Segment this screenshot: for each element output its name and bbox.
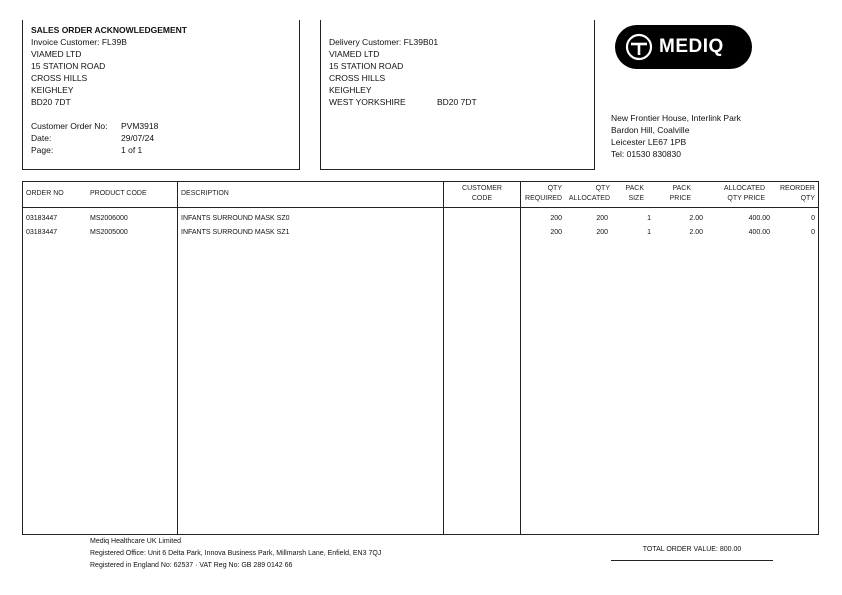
company-phone: Tel: 01530 830830: [611, 149, 681, 159]
invoice-address-line: KEIGHLEY: [31, 85, 74, 95]
delivery-postcode: BD20 7DT: [437, 97, 477, 107]
page-row: [31, 144, 187, 156]
footer: [90, 536, 381, 572]
cell-pack-price: 2.00: [689, 215, 703, 222]
company-address-line: Bardon Hill, Coalville: [611, 125, 690, 135]
invoice-address-line: CROSS HILLS: [31, 73, 88, 83]
cell-order-no: 03183447: [26, 229, 58, 236]
header-qty-allocated-line1: QTY: [595, 185, 610, 192]
mediq-mark-icon: [625, 33, 653, 61]
delivery-county: WEST YORKSHIRE: [329, 97, 406, 107]
cell-product-code: MS2005000: [90, 229, 128, 236]
cell-qty-required: 200: [550, 215, 562, 222]
table-header-divider: [22, 207, 819, 208]
cell-qty-allocated: 200: [596, 215, 608, 222]
invoice-address-line: VIAMED LTD: [31, 49, 82, 59]
column-divider: [177, 181, 178, 535]
header-product-code: PRODUCT CODE: [90, 190, 147, 197]
header-customer-code-line1: CUSTOMER: [462, 185, 502, 192]
cell-description: INFANTS SURROUND MASK SZ0: [181, 215, 290, 222]
footer-company: Mediq Healthcare UK Limited: [90, 538, 182, 545]
header-pack-size: [610, 184, 644, 204]
customer-order-value: PVM3918: [121, 121, 159, 131]
header-order-no: ORDER NO: [26, 190, 64, 197]
company-address: [611, 112, 741, 160]
company-address-line: New Frontier House, Interlink Park: [611, 113, 741, 123]
header-customer-code-line2: CODE: [471, 195, 493, 202]
date-value: 29/07/24: [121, 133, 155, 143]
header-qty-required: [520, 184, 562, 204]
invoice-block: [31, 24, 187, 156]
cell-allocated-price: 400.00: [748, 229, 770, 236]
delivery-county-row: [329, 96, 477, 108]
header-qty-required-line2: REQUIRED: [525, 195, 562, 202]
cell-reorder-qty: 0: [811, 215, 815, 222]
footer-registration: Registered in England No: 62537 · VAT Reg No: GB 289 0142 66: [90, 562, 293, 569]
delivery-address-line: VIAMED LTD: [329, 49, 380, 59]
header-allocated-price-line2: QTY PRICE: [727, 195, 765, 202]
page-label: Page:: [31, 145, 54, 155]
delivery-address-line: CROSS HILLS: [329, 73, 386, 83]
cell-description: INFANTS SURROUND MASK SZ1: [181, 229, 290, 236]
header-description: DESCRIPTION: [181, 190, 229, 197]
footer-registered-office: Registered Office: Unit 6 Delta Park, Innova Business Park, Millmarsh Lane, Enfield, EN3 7QJ: [90, 550, 382, 557]
document-title: SALES ORDER ACKNOWLEDGEMENT: [31, 25, 187, 35]
delivery-customer: Delivery Customer: FL39B01: [329, 37, 439, 47]
page-value: 1 of 1: [121, 145, 143, 155]
header-pack-price-line2: PRICE: [669, 195, 691, 202]
header-qty-required-line1: QTY: [547, 185, 562, 192]
date-row: [31, 132, 187, 144]
cell-pack-size: 1: [647, 229, 651, 236]
logo-text: MEDIQ: [659, 36, 724, 57]
header-pack-size-line2: SIZE: [628, 195, 644, 202]
invoice-address-line: 15 STATION ROAD: [31, 61, 106, 71]
header-pack-price: [644, 184, 691, 204]
cell-reorder-qty: 0: [811, 229, 815, 236]
invoice-address-line: BD20 7DT: [31, 97, 71, 107]
header-reorder-qty-line1: REORDER: [779, 185, 815, 192]
cell-product-code: MS2006000: [90, 215, 128, 222]
delivery-address-line: KEIGHLEY: [329, 85, 372, 95]
delivery-address-line: 15 STATION ROAD: [329, 61, 404, 71]
cell-pack-size: 1: [647, 215, 651, 222]
header-pack-price-line1: PACK: [672, 185, 691, 192]
header-qty-allocated-line2: ALLOCATED: [568, 195, 610, 202]
cell-allocated-price: 400.00: [748, 215, 770, 222]
delivery-block: [329, 36, 477, 108]
header-reorder-qty-line2: QTY: [800, 195, 815, 202]
header-allocated-price: [691, 184, 765, 204]
cell-pack-price: 2.00: [689, 229, 703, 236]
company-address-line: Leicester LE67 1PB: [611, 137, 687, 147]
date-label: Date:: [31, 133, 52, 143]
header-qty-allocated: [562, 184, 610, 204]
customer-order-label: Customer Order No:: [31, 121, 108, 131]
header-reorder-qty: [765, 184, 815, 204]
header-customer-code: [444, 184, 520, 204]
cell-qty-allocated: 200: [596, 229, 608, 236]
total-order-value: TOTAL ORDER VALUE: 800.00: [611, 544, 773, 561]
cell-order-no: 03183447: [26, 215, 58, 222]
customer-order-row: [31, 120, 187, 132]
header-allocated-price-line1: ALLOCATED: [723, 185, 765, 192]
cell-qty-required: 200: [550, 229, 562, 236]
column-divider: [443, 181, 444, 535]
header-pack-size-line1: PACK: [625, 185, 644, 192]
mediq-logo: [615, 25, 752, 69]
invoice-customer: Invoice Customer: FL39B: [31, 37, 127, 47]
